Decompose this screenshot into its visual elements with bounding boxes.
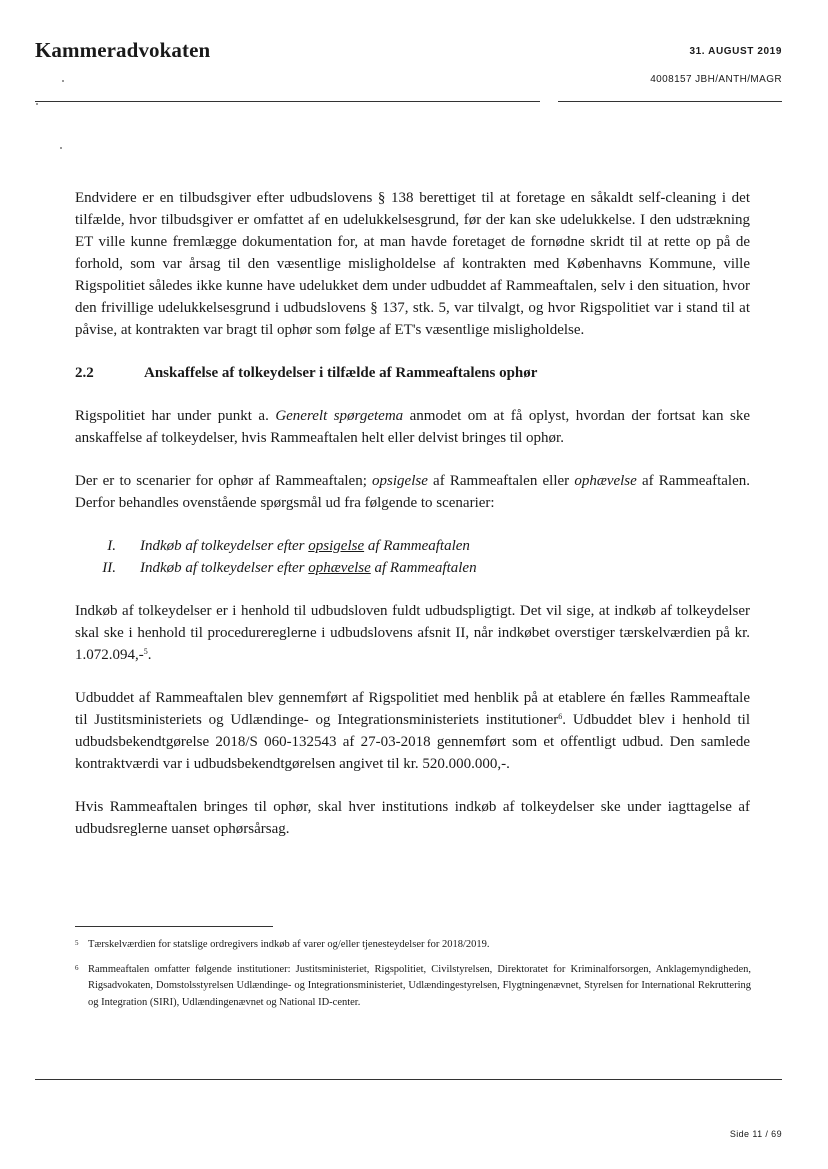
paragraph-scenarios: Der er to scenarier for ophør af Rammeaftalen; opsigelse af Rammeaftalen eller ophævelse af Rammeaftalen. Derfor behandles ovenstående spørgsmål ud fra følgende to scenarier: bbox=[75, 473, 750, 511]
footnote: 5 Tærskelværdien for statslige ordregivers indkøb af varer og/eller tjenesteydelser for 2018/2019. bbox=[75, 939, 490, 950]
logo: Kammeradvokaten bbox=[35, 38, 211, 62]
header-rule-left bbox=[35, 101, 540, 102]
footnote: 6 Rammeaftalen omfatter følgende institutioner: Justitsministeriet, Rigspolitiet, Civilstyrelsen, Direktoratet for Kriminalforsorgen, Anklagemyndigheden, Rigsadvokaten, Domstolsstyrelsen Udlændinge- og Integrationsministeriet, Udlændingestyrelsen, Flygtningenævnet, Styrelsen for International Rekruttering og Integration (SIRI), Udlændingenævnet og National ID-center. bbox=[75, 963, 751, 1008]
list-item: II. Indkøb af tolkeydelser efter ophævelse af Rammeaftalen bbox=[102, 560, 477, 576]
section-heading bbox=[75, 362, 750, 384]
scan-speck bbox=[60, 147, 62, 149]
footnotes bbox=[75, 937, 751, 1019]
paragraph-framework: Udbuddet af Rammeaftalen blev gennemført af Rigspolitiet med henblik på at etablere én fælles Rammeaftale til Justitsministeriets og Udlændinge- og Integrationsministeriets institutioner$^6$. Udbuddet blev i henhold til udbudsbekendtgørelse 2018/S 060-132543 af 27-03-2018 gennemført som et offentligt udbud. Den samlede kontraktværdi var i udbudsbekendtgørelsen angivet til kr. 520.000.000,-. bbox=[75, 690, 750, 772]
footer-rule bbox=[35, 1079, 782, 1080]
footnote-ref[interactable]: 6 bbox=[558, 712, 563, 721]
scenario-list bbox=[75, 535, 750, 579]
footnote-rule bbox=[75, 926, 273, 927]
document-body bbox=[75, 187, 750, 840]
list-item: I. Indkøb af tolkeydelser efter opsigelse af Rammeaftalen bbox=[107, 538, 470, 554]
paragraph-inquiry: Rigspolitiet har under punkt a. Generelt spørgetema anmodet om at få oplyst, hvordan der fortsat kan ske anskaffelse af tolkeydelser, hvis Rammeaftalen helt eller delvist bringes til ophør. bbox=[75, 408, 750, 446]
section-title: Anskaffelse af tolkeydelser i tilfælde af Rammeaftalens ophør bbox=[144, 365, 538, 381]
paragraph-procurement: Indkøb af tolkeydelser er i henhold til udbudsloven fuldt udbudspligtigt. Det vil sige, at indkøb af tolkeydelser skal ske i henhold til procedurereglerne i udbudslovens afsnit II, når indkøbet overstiger tærskelværdien på kr. 1.072.094,-$^5$. bbox=[75, 603, 750, 663]
paragraph-self-cleaning: Endvidere er en tilbudsgiver efter udbudslovens § 138 berettiget til at foretage en såkaldt self-cleaning i det tilfælde, hvor tilbudsgiver er omfattet af en udelukkelsesgrund, før der kan ske udelukkelse. I den udstrækning ET ville kunne fremlægge dokumentation for, at man havde foretaget de fornødne skridt til at rette op på de forhold, som var årsag til den væsentlige misligholdelse af kontrakten med Københavns Kommune, ville Rigspolitiet således ikke kunne have udelukket dem under udbuddet af Rammeaftalen, selv i den situation, hvor den frivillige udelukkelsesgrund i udbudslovens § 137, stk. 5, var tilvalgt, og hvor Rigspolitiet var i stand til at påvise, at kontrakten var bragt til ophør som følge af ET's væsentlige misligholdelse. bbox=[75, 190, 750, 338]
page-number: Side 11 / 69 bbox=[729, 1129, 782, 1139]
paragraph-termination: Hvis Rammeaftalen bringes til ophør, skal hver institutions indkøb af tolkeydelser ske under iagttagelse af udbudsreglerne uanset ophørsårsag. bbox=[75, 799, 750, 837]
scan-speck bbox=[36, 103, 38, 105]
scan-speck bbox=[62, 80, 64, 82]
reference-code: 4008157 JBH/ANTH/MAGR bbox=[650, 74, 782, 85]
footnote-ref[interactable]: 5 bbox=[143, 647, 148, 656]
letter-date: 31. AUGUST 2019 bbox=[689, 46, 782, 57]
header-rule-right bbox=[558, 101, 782, 102]
section-number: 2.2 bbox=[75, 365, 94, 381]
